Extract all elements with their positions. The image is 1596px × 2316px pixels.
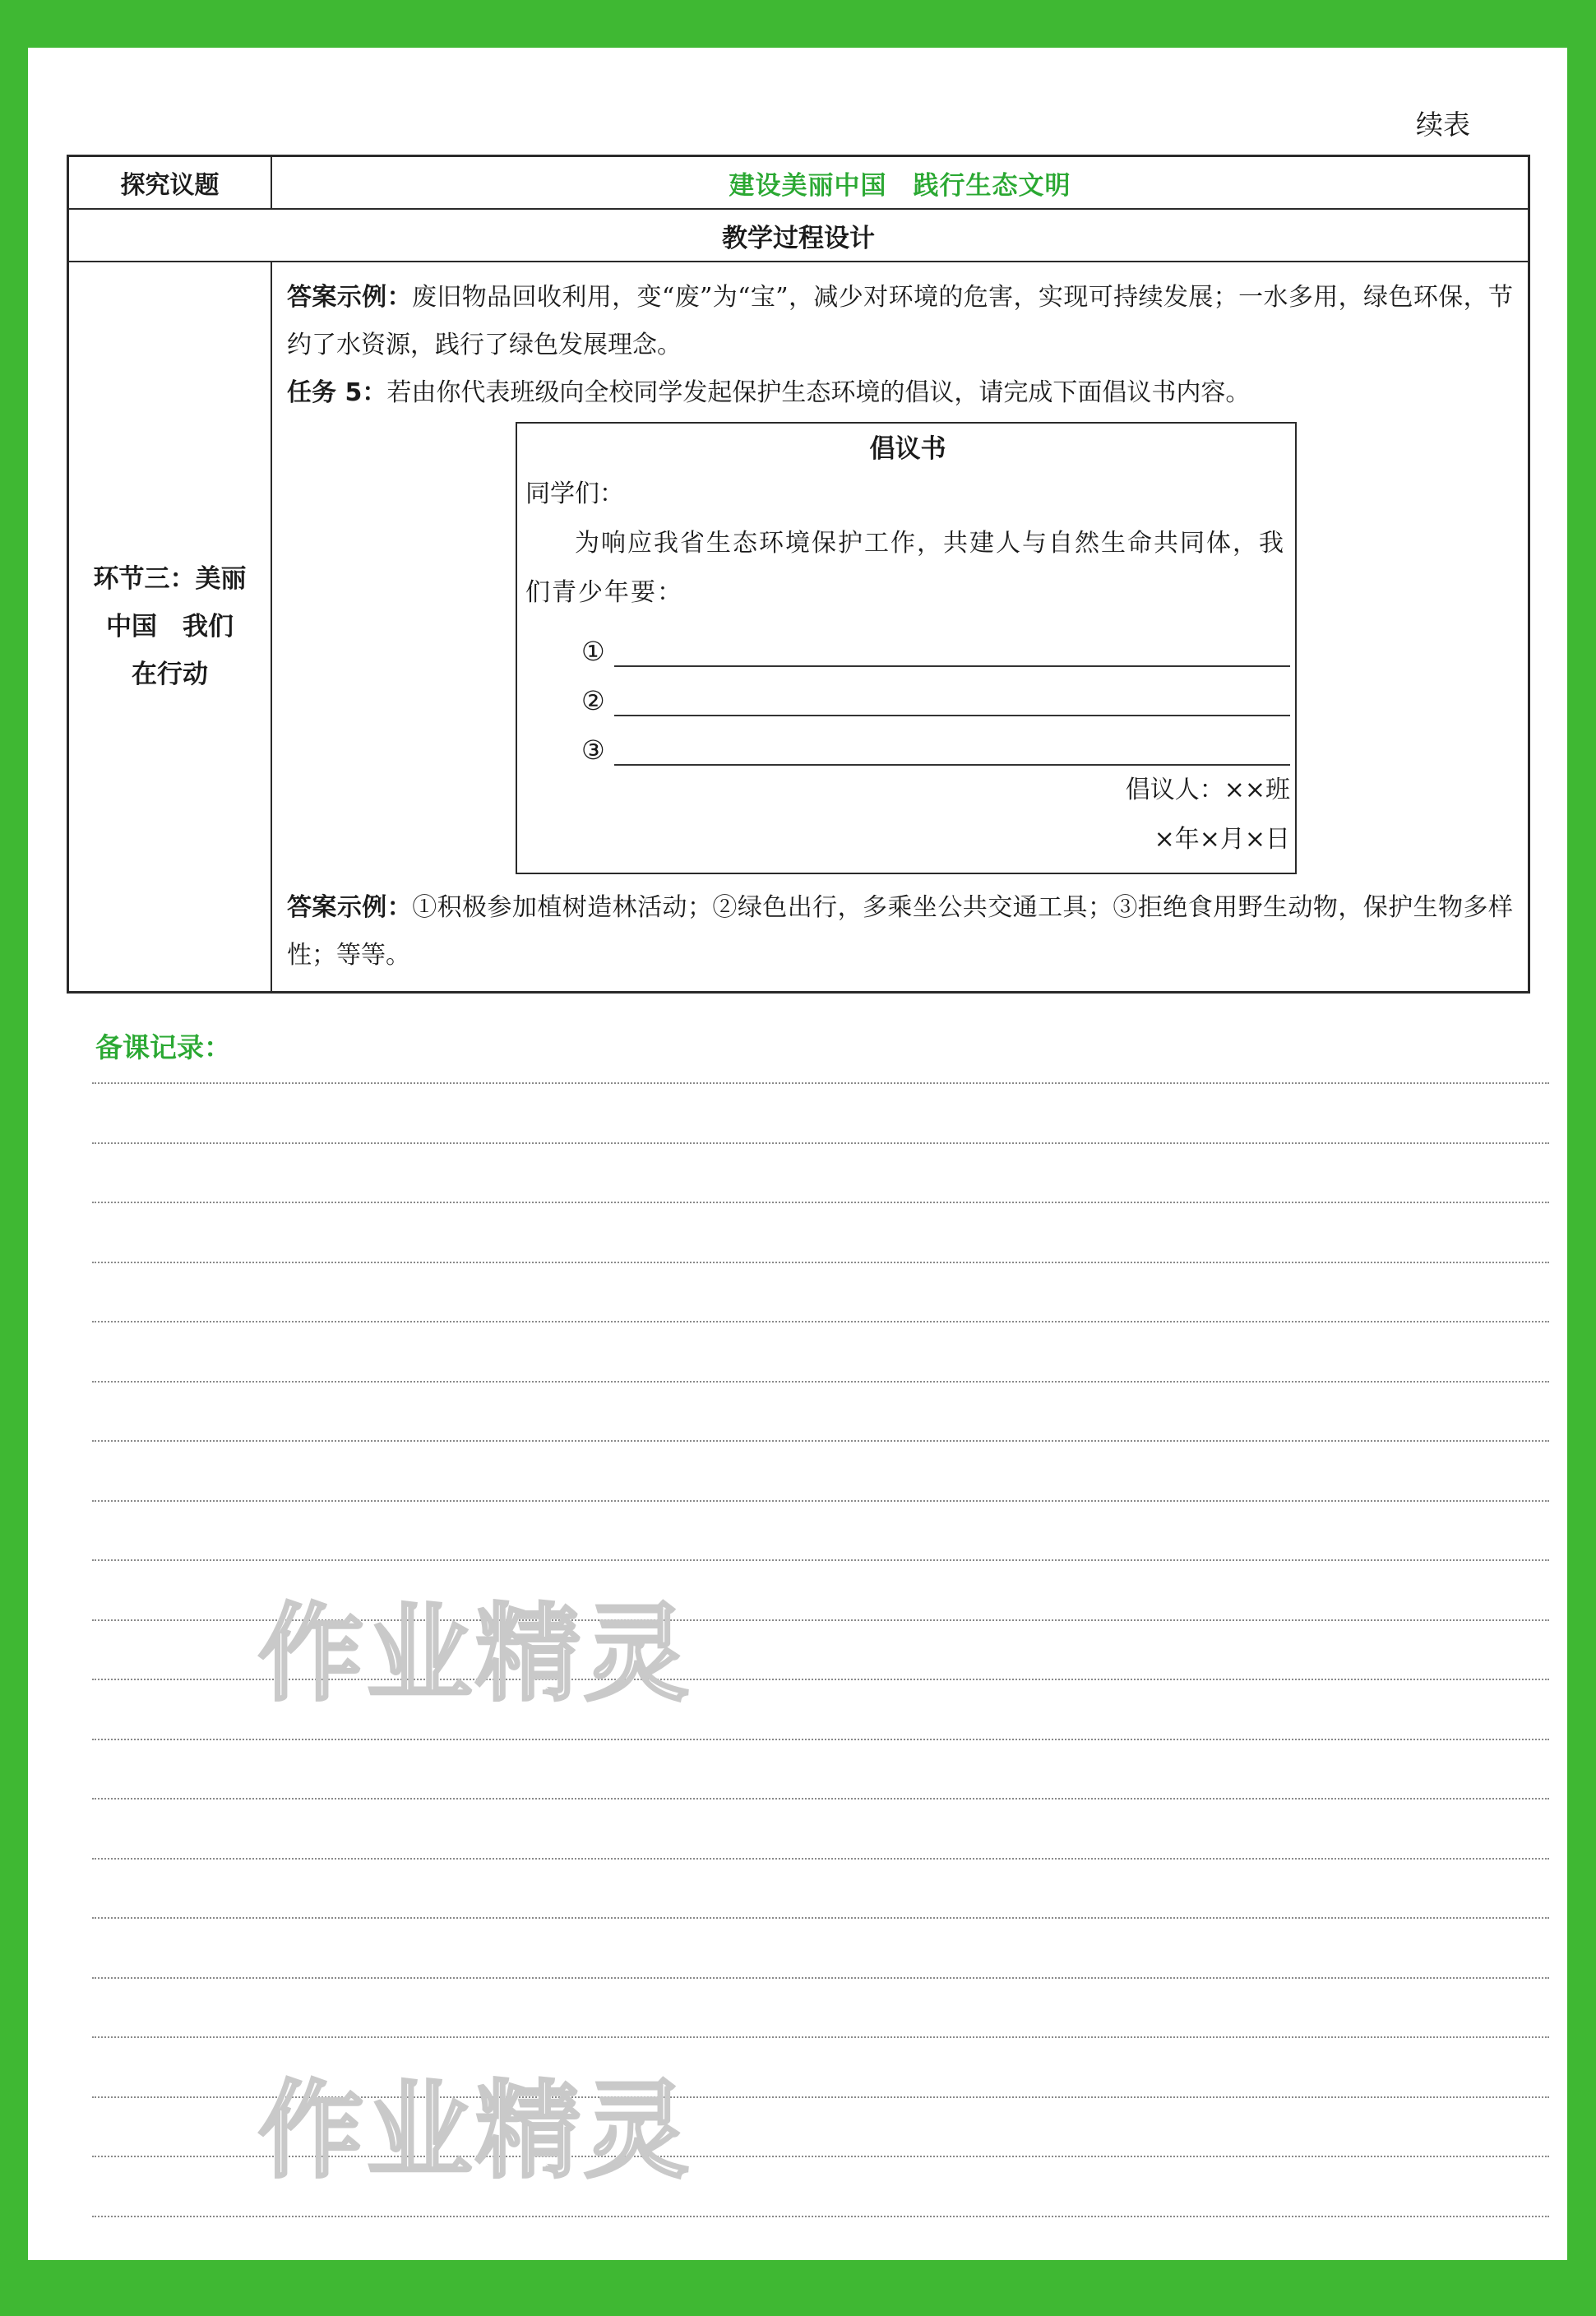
note-line xyxy=(92,1500,1549,1502)
answer-text: ①积极参加植树造林活动；②绿色出行，多乘坐公共交通工具；③拒绝食用野生动物，保护生物多样性；等等。 xyxy=(287,893,1513,970)
topic-value: 建设美丽中国 践行生态文明 xyxy=(271,156,1529,210)
proposal-blank[interactable] xyxy=(581,716,1290,766)
proposal-greeting: 同学们： xyxy=(525,479,624,508)
note-line xyxy=(92,1202,1549,1203)
note-line xyxy=(92,1559,1549,1561)
note-line xyxy=(92,1082,1549,1084)
design-label: 教学过程设计 xyxy=(68,209,1529,262)
note-line xyxy=(92,1381,1549,1383)
proposal-box xyxy=(516,422,1297,874)
proposal-body: 为响应我省生态环境保护工作，共建人与自然生命共同体，我们青少年要： xyxy=(525,529,1285,607)
answer-example-1 xyxy=(287,274,1513,369)
stage-cell xyxy=(68,262,272,993)
stage-line: 在行动 xyxy=(132,660,208,689)
watermark: 作业精灵 xyxy=(258,1593,693,1716)
note-line xyxy=(92,1440,1549,1442)
note-line xyxy=(92,1262,1549,1263)
task-text: 若由你代表班级向全校同学发起保护生态环境的倡议，请完成下面倡议书内容。 xyxy=(386,378,1251,407)
note-line xyxy=(92,2216,1549,2217)
task-label: 任务 5： xyxy=(287,378,387,407)
answer-example-2 xyxy=(287,884,1513,980)
proposal-title: 倡议书 xyxy=(869,434,946,464)
note-line xyxy=(92,1142,1549,1144)
notes-title: 备课记录： xyxy=(95,1031,231,1063)
blank-number: ③ xyxy=(581,734,605,766)
blank-number: ② xyxy=(581,685,605,716)
stage-line: 中国 我们 xyxy=(106,612,234,642)
proposal-signer: 倡议人：××班 xyxy=(1125,776,1290,804)
note-line xyxy=(92,1977,1549,1979)
topic-label: 探究议题 xyxy=(68,156,272,210)
note-line xyxy=(92,1321,1549,1322)
note-line xyxy=(92,1798,1549,1800)
watermark: 作业精灵 xyxy=(258,2070,693,2193)
note-line xyxy=(92,1917,1549,1919)
continued-label: 续表 xyxy=(1416,109,1470,141)
answer-text: 废旧物品回收利用，变“废”为“宝”，减少对环境的危害，实现可持续发展；一水多用，绿色环保，节约了水资源，践行了绿色发展理念。 xyxy=(287,283,1513,359)
proposal-blank[interactable] xyxy=(581,667,1290,716)
note-line xyxy=(92,2036,1549,2038)
page xyxy=(28,48,1567,2260)
content-cell xyxy=(271,262,1529,993)
blank-line[interactable] xyxy=(614,734,1290,766)
blank-line[interactable] xyxy=(614,685,1290,716)
note-line xyxy=(92,1858,1549,1860)
answer-label: 答案示例： xyxy=(287,283,412,312)
proposal-date: ×年×月×日 xyxy=(1154,825,1290,854)
lesson-table xyxy=(67,155,1530,994)
proposal-blank[interactable] xyxy=(581,618,1290,667)
task-5 xyxy=(287,369,1513,417)
blank-line[interactable] xyxy=(614,636,1290,667)
answer-label: 答案示例： xyxy=(287,893,413,922)
stage-line: 环节三：美丽 xyxy=(93,564,247,594)
note-line xyxy=(92,1739,1549,1740)
blank-number: ① xyxy=(581,636,605,667)
